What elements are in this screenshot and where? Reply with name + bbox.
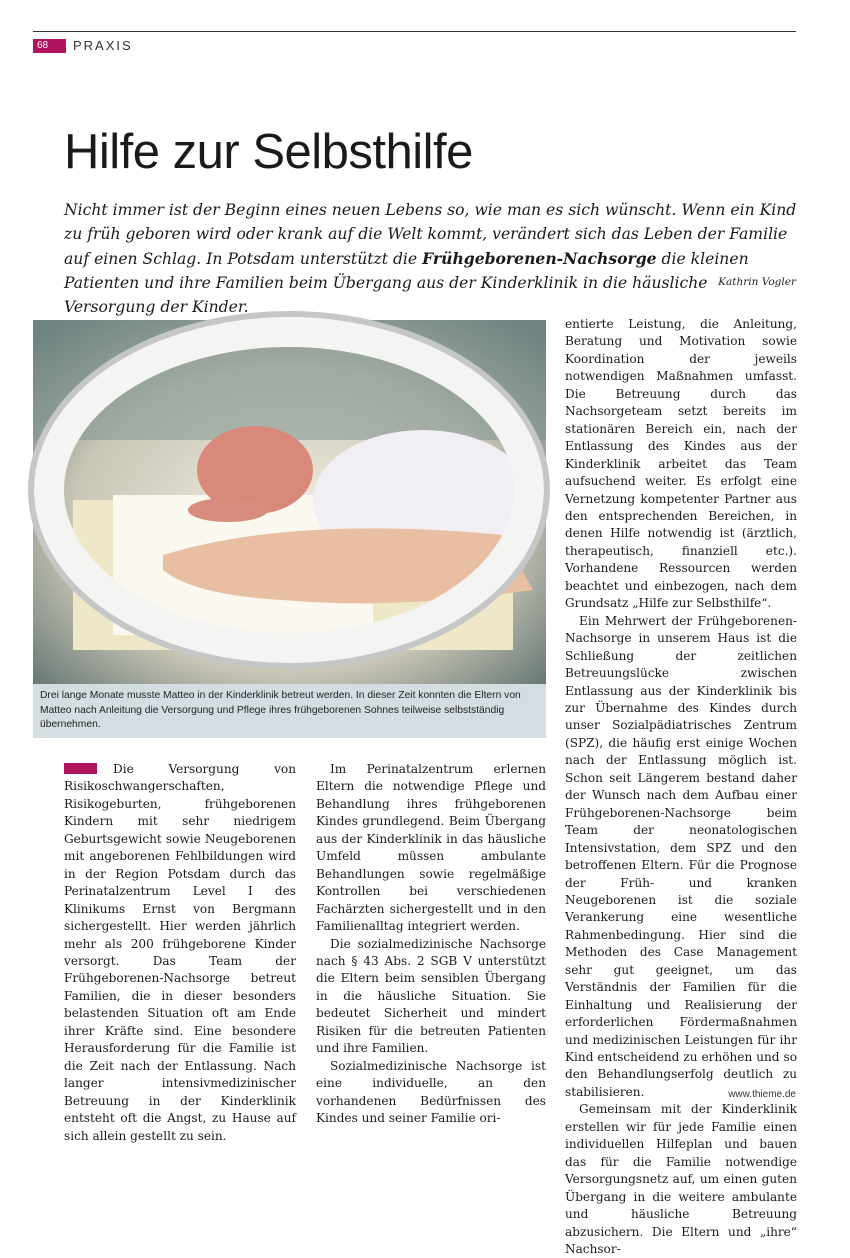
body-paragraph: entierte Leistung, die Anleitung, Beratung und Motivation sowie Koordination der jeweils notwendigen Maßnahmen umfasst. Die Betreuung durch das Nachsorgeteam setzt bereits im stationären Bereich ein, nach der Entlassung des Kindes aus der Kinderklinik arbeitet das Team aufsuchend weiter. Es erfolgt eine Vernetzung kompetenter Partner aus den entsprechenden Bereichen, in denen Hilfe notwendig ist (ärztlich, therapeutisch, finanziell etc.). Vorhandene Ressourcen werden beachtet und einbezogen, nach dem Grundsatz „Hilfe zur Selbsthilfe“. [565,317,797,611]
photo-caption: Drei lange Monate musste Matteo in der Kinderklinik betreut werden. In dieser Zeit konnten die Eltern von Matteo nach Anleitung die Versorgung und Pflege ihres frühgeborenen Sohnes teilweise selbstständig übernehmen. [33,684,546,738]
body-column-2 [316,761,546,1128]
page-number: 68 [33,39,66,53]
article-lead [64,198,799,319]
article-author: Kathrin Vogler [718,276,796,288]
section-label: PRAXIS [73,38,133,53]
paragraph-marker [64,763,97,774]
body-paragraph: Sozialmedizinische Nachsorge ist eine individuelle, an den vorhandenen Bedürfnissen des Kindes und seiner Familie ori- [316,1058,546,1126]
header-rule [33,31,796,32]
article-photo [33,320,546,684]
body-paragraph: Im Perinatalzentrum erlernen Eltern die notwendige Pflege und Behandlung ihres frühgeborenen Kindes grundlegend. Beim Übergang aus der Kinderklinik in das häusliche Umfeld müssen ambulante Behandlungen sowie regelmäßige Kontrollen bei verschiedenen Fachärzten sichergestellt und in den Familienalltag integriert werden. [316,762,546,934]
body-paragraph: Ein Mehrwert der Frühgeborenen-Nachsorge in unserem Haus ist die Schließung der zeitlichen Betreuungslücke zwischen Entlassung aus der Kinderklinik bis zur Übernahme des Kindes durch unser Sozialpädiatrisches Zentrum (SPZ), die häufig erst einige Wochen nach der Entlassung möglich ist. Schon seit Längerem bestand daher der Wunsch nach dem Aufbau einer Frühgeborenen-Nachsorge beim Team der neonatologischen Intensivstation, dem SPZ und den betroffenen Eltern. Für die Prognose der Früh- und kranken Neugeborenen ist die soziale Verankerung eine wesentliche Rahmenbedingung. Hier sind die Methoden des Case Management sehr gut geeignet, um das Verständnis der Familien für die Einhaltung und Realisierung der erforderlichen Fördermaßnahmen und medizinischen Leistungen für ihr Kind entscheidend zu erhöhen und so den Behandlungserfolg deutlich zu stabilisieren. [565,613,797,1099]
lead-text-bold: Frühgeborenen-Nachsorge [422,248,657,268]
body-column-3 [565,316,797,1258]
body-paragraph: Gemeinsam mit der Kinderklinik erstellen wir für jede Familie einen individuellen Hilfeplan und bauen das für die Familie notwendige Versorgungsnetz auf, um einen guten Übergang in die weitere ambulante und häusliche Betreuung abzusichern. Die Eltern und „ihre“ Nachsor- [565,1102,797,1257]
body-paragraph: Die sozialmedizinische Nachsorge nach § 43 Abs. 2 SGB V unterstützt die Eltern beim sensiblen Übergang in die häusliche Situation. Sie bedeutet Sicherheit und mindert Risiken für die betreuten Patienten und ihre Familien. [316,936,546,1056]
body-paragraph [64,761,296,1145]
photo-illustration [33,320,546,684]
body-column-1 [64,761,296,1145]
lead-text-2: die kleinen Patienten und ihre Familien beim Übergang aus der Kinderklinik in die häusliche Versorgung der Kinder. [64,249,749,317]
lead-text-1: Nicht immer ist der Beginn eines neuen Lebens so, wie man es sich wünscht. Wenn ein Kind zu früh geboren wird oder krank auf die Welt kommt, verändert sich das Leben der Familie auf einen Schlag. In Potsdam unterstützt die [64,201,797,268]
body-paragraph-text: Die Versorgung von Risikoschwangerschaften, Risikogeburten, frühgeborenen Kindern mit sehr niedrigem Geburtsgewicht sowie Neugeborenen mit angeborenen Fehlbildungen wird in der Region Potsdam durch das Perinatalzentrum Level I des Klinikums Ernst von Bergmann sichergestellt. Hier werden jährlich mehr als 200 frühgeborene Kinder versorgt. Das Team der Frühgeborenen-Nachsorge betreut Familien, die in dieser besonders belastenden Situation oft am Ende ihrer Kräfte sind. Eine besondere Herausforderung für die Familie ist die Zeit nach der Entlassung. Nach langer intensivmedizinischer Betreuung in der Kinderklinik entsteht oft die Angst, zu Hause auf sich allein gestellt zu sein. [64,762,296,1143]
article-title: Hilfe zur Selbsthilfe [64,125,473,179]
footer-url: www.thieme.de [728,1089,796,1100]
